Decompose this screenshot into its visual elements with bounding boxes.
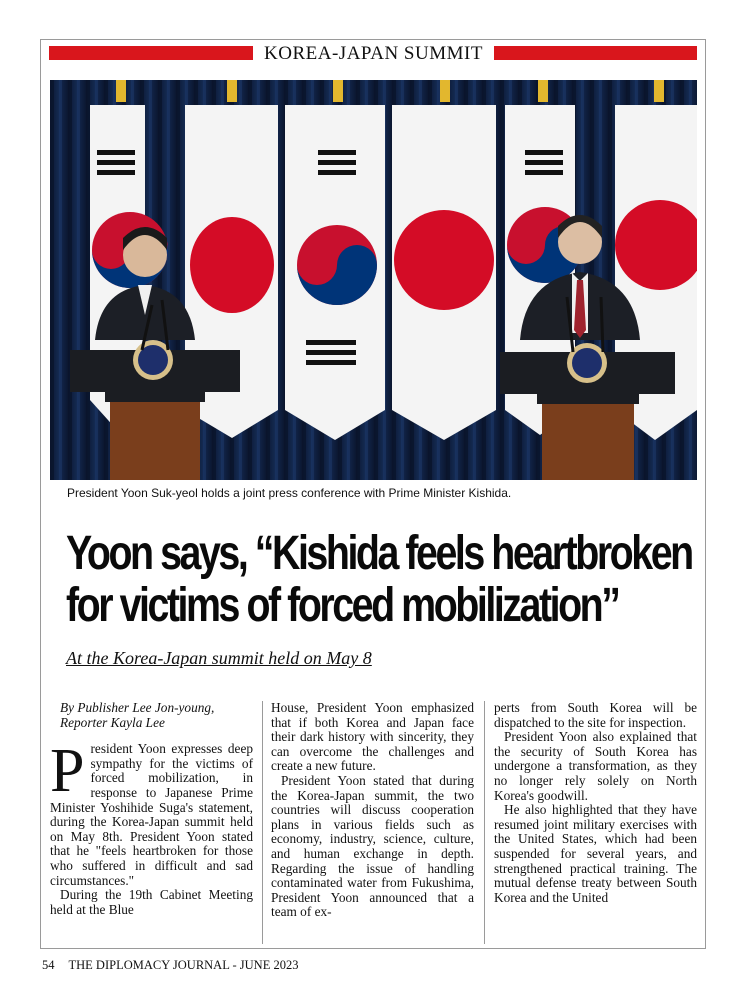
- headline: [66, 527, 692, 632]
- page-footer: [42, 958, 312, 973]
- section-bar-right: [494, 46, 697, 60]
- section-title: KOREA-JAPAN SUMMIT: [264, 43, 483, 64]
- press-conference-photo: [50, 80, 697, 480]
- column-divider: [262, 701, 263, 944]
- paragraph: President Yoon stated that during the Korea-Japan summit, the two countries will discuss cooperation plans in various fields such as economy, industry, science, culture, and human exchange in depth. Regarding the issue of handling contaminated water from Fukushima, President Yoon announced that a team of ex-: [271, 772, 474, 920]
- paragraph: During the 19th Cabinet Meeting held at the Blue: [50, 887, 253, 917]
- paragraph: House, President Yoon emphasized that if both Korea and Japan face their dark history with sincerity, they can overcome the challenges and create a new future.: [271, 700, 474, 774]
- byline: [50, 701, 253, 730]
- byline-line-1: By Publisher Lee Jon-young,: [60, 700, 215, 715]
- column-divider: [484, 701, 485, 944]
- japanese-flag: [392, 105, 496, 440]
- paragraph: President Yoon also explained that the security of South Korea has undergone a transformation, as they no longer rely solely on North Korea's goodwill.: [494, 729, 697, 803]
- paragraph: He also highlighted that they have resumed joint military exercises with the United States, which had been suspended for several years, and strengthened practical training. The mutual defense treaty between South Korea and the United: [494, 802, 697, 905]
- headline-line-1: Yoon says, “Kishida feels heartbroken: [66, 527, 692, 580]
- photo-caption: President Yoon Suk-yeol holds a joint press conference with Prime Minister Kishida.: [67, 486, 512, 500]
- paragraph: perts from South Korea will be dispatched to the site for inspection.: [494, 700, 697, 730]
- publication-name: THE DIPLOMACY JOURNAL - JUNE 2023: [68, 958, 299, 972]
- article-column-3: [494, 701, 697, 905]
- page-number: 54: [42, 958, 55, 972]
- drop-cap: P: [50, 737, 85, 806]
- headline-line-2: for victims of forced mobilization”: [66, 579, 619, 632]
- section-bar-left: [49, 46, 253, 60]
- byline-line-2: Reporter Kayla Lee: [60, 714, 165, 730]
- article-column-1: [50, 701, 253, 917]
- subheadline: At the Korea-Japan summit held on May 8: [66, 648, 372, 668]
- korean-flag: [285, 105, 385, 440]
- article-column-2: [271, 701, 474, 920]
- paragraph-text: resident Yoon expresses deep sympathy for the victims of forced mobilization, in response to Japanese Prime Minister Yoshihide Suga's statement, during the Korea-Japan summit held on May 8th. President Yoon stated that he "feels heartbroken for those who suffered in difficult and sad circumstances.": [50, 741, 253, 888]
- paragraph: [50, 737, 253, 888]
